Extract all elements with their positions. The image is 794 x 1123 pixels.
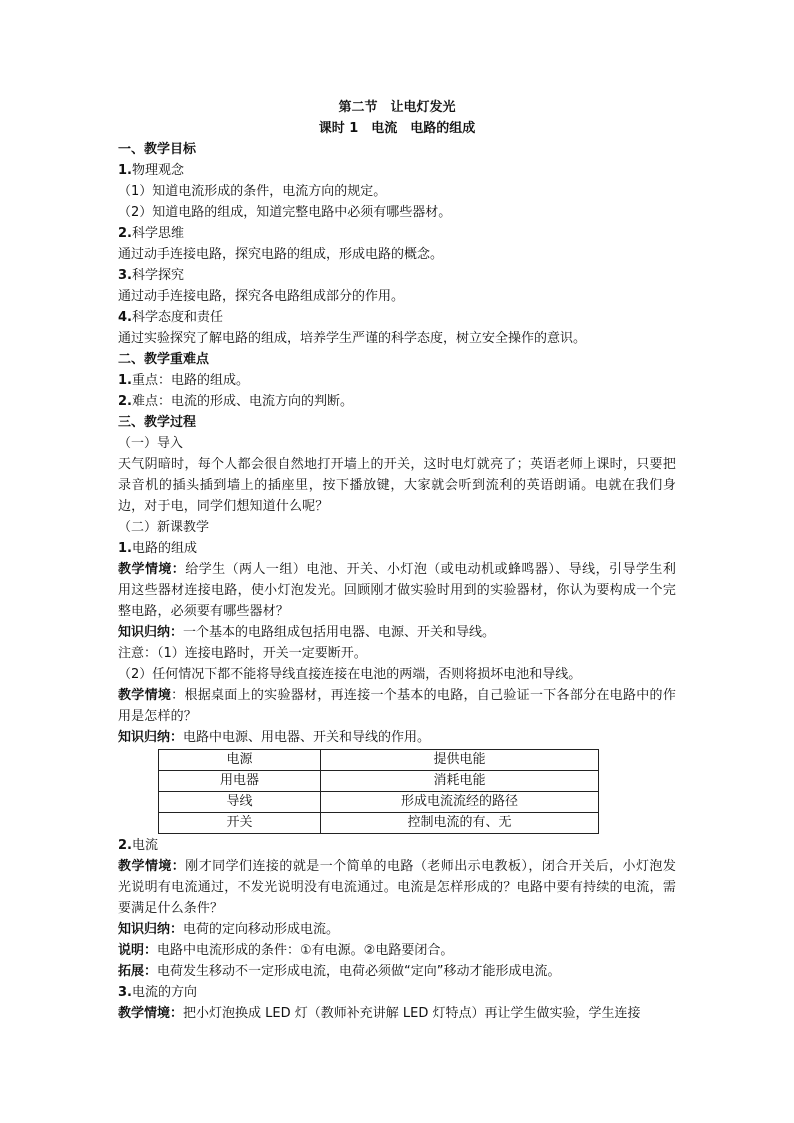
situation-label: 教学情境： xyxy=(118,859,186,874)
summary-label: 知识归纳： xyxy=(118,730,184,745)
extension xyxy=(118,961,676,982)
note-1: 注意：（1）连接电路时，开关一定要断开。 xyxy=(118,646,367,661)
explanation-label: 说明： xyxy=(118,943,158,958)
knowledge-summary-2 xyxy=(118,727,676,748)
objective-line: 2.科学思维 xyxy=(118,226,184,241)
objective-line: 1.重点：电路的组成。 xyxy=(118,373,249,388)
situation-text: 把小灯泡换成 LED 灯（教师补充讲解 LED 灯特点）再让学生做实验，学生连接 xyxy=(183,1006,641,1021)
component-cell: 导线 xyxy=(159,792,321,813)
function-cell: 控制电流的有、无 xyxy=(321,813,599,834)
new-lesson-heading-block xyxy=(118,517,676,559)
objective-line: 4.科学态度和责任 xyxy=(118,310,223,325)
document-title: 第二节 让电灯发光 xyxy=(338,100,456,115)
intro-paragraph: 天气阴暗时，每个人都会很自然地打开墙上的开关，这时电灯就亮了；英语老师上课时，只要把录音机的插头插到墙上的插座里，按下播放键，大家就会听到流利的英语朗诵。电就在我们身边，对于电，同学们想知道什么呢？ xyxy=(118,457,676,514)
extension-text: 电荷发生移动不一定形成电流，电荷必须做“定向”移动才能形成电流。 xyxy=(157,964,561,979)
objectives-block xyxy=(118,139,676,454)
summary-text: 电荷的定向移动形成电流。 xyxy=(183,922,340,937)
explanation xyxy=(118,940,676,961)
table-row xyxy=(159,750,599,771)
objective-line: 通过动手连接电路，探究电路的组成，形成电路的概念。 xyxy=(118,247,444,262)
objective-line: （2）知道电路的组成，知道完整电路中必须有哪些器材。 xyxy=(118,205,452,220)
objective-line: （1）知道电流形成的条件，电流方向的规定。 xyxy=(118,184,387,199)
component-cell: 电源 xyxy=(159,750,321,771)
objective-line: 2.难点：电流的形成、电流方向的判断。 xyxy=(118,394,353,409)
table-row xyxy=(159,771,599,792)
section-heading-current: 2.电流 xyxy=(118,838,158,853)
lesson-line: 1.电路的组成 xyxy=(118,541,197,556)
summary-label: 知识归纳： xyxy=(118,625,184,640)
summary-text: 一个基本的电路组成包括用电器、电源、开关和导线。 xyxy=(183,625,496,640)
table-row xyxy=(159,792,599,813)
objective-line: （一）导入 xyxy=(118,436,184,451)
lesson-line: （二）新课教学 xyxy=(118,520,210,535)
note-2: （2）任何情况下都不能将导线直接连接在电池的两端，否则将损坏电池和导线。 xyxy=(118,667,582,682)
explanation-text: 电路中电流形成的条件：①有电源。②电路要闭合。 xyxy=(157,943,454,958)
summary-text: 电路中电源、用电器、开关和导线的作用。 xyxy=(183,730,431,745)
objective-line: 1.物理观念 xyxy=(118,163,184,178)
circuit-parts-table xyxy=(158,749,599,834)
teaching-situation-4 xyxy=(118,1003,676,1024)
teaching-situation-3 xyxy=(118,856,676,919)
extension-label: 拓展： xyxy=(118,964,158,979)
situation-label: 教学情境： xyxy=(118,1006,184,1021)
objective-line: 通过实验探究了解电路的组成，培养学生严谨的科学态度，树立安全操作的意识。 xyxy=(118,331,587,346)
teaching-situation-2 xyxy=(118,685,676,727)
document-body xyxy=(118,97,676,1024)
function-cell: 消耗电能 xyxy=(321,771,599,792)
knowledge-summary-3 xyxy=(118,919,676,940)
objective-line: 通过动手连接电路，探究各电路组成部分的作用。 xyxy=(118,289,405,304)
component-cell: 开关 xyxy=(159,813,321,834)
objective-line: 二、教学重难点 xyxy=(118,352,210,367)
situation-text: 刚才同学们连接的就是一个简单的电路（老师出示电教板），闭合开关后，小灯泡发光说明有电流通过，不发光说明没有电流通过。电流是怎样形成的？电路中要有持续的电流，需要满足什么条件？ xyxy=(118,859,676,916)
teaching-situation-1 xyxy=(118,559,676,622)
situation-text: ：根据桌面上的实验器材，再连接一个基本的电路，自己验证一下各部分在电路中的作用是怎样的？ xyxy=(118,688,676,724)
summary-label: 知识归纳： xyxy=(118,922,184,937)
function-cell: 提供电能 xyxy=(321,750,599,771)
objective-line: 一、教学目标 xyxy=(118,142,197,157)
situation-label: 教学情境 xyxy=(118,688,172,703)
function-cell: 形成电流流经的路径 xyxy=(321,792,599,813)
situation-label: 教学情境： xyxy=(118,562,186,577)
document-subtitle: 课时 1 电流 电路的组成 xyxy=(318,121,476,136)
table-row xyxy=(159,813,599,834)
situation-text: 给学生（两人一组）电池、开关、小灯泡（或电动机或蜂鸣器）、导线，引导学生利用这些器材连接电路，使小灯泡发光。回顾刚才做实验时用到的实验器材，你认为要构成一个完整电路，必须要有哪些器材？ xyxy=(118,562,676,619)
component-cell: 用电器 xyxy=(159,771,321,792)
section-heading-current-direction: 3.电流的方向 xyxy=(118,985,197,1000)
objective-line: 3.科学探究 xyxy=(118,268,184,283)
objective-line: 三、教学过程 xyxy=(118,415,197,430)
knowledge-summary-1 xyxy=(118,622,676,643)
